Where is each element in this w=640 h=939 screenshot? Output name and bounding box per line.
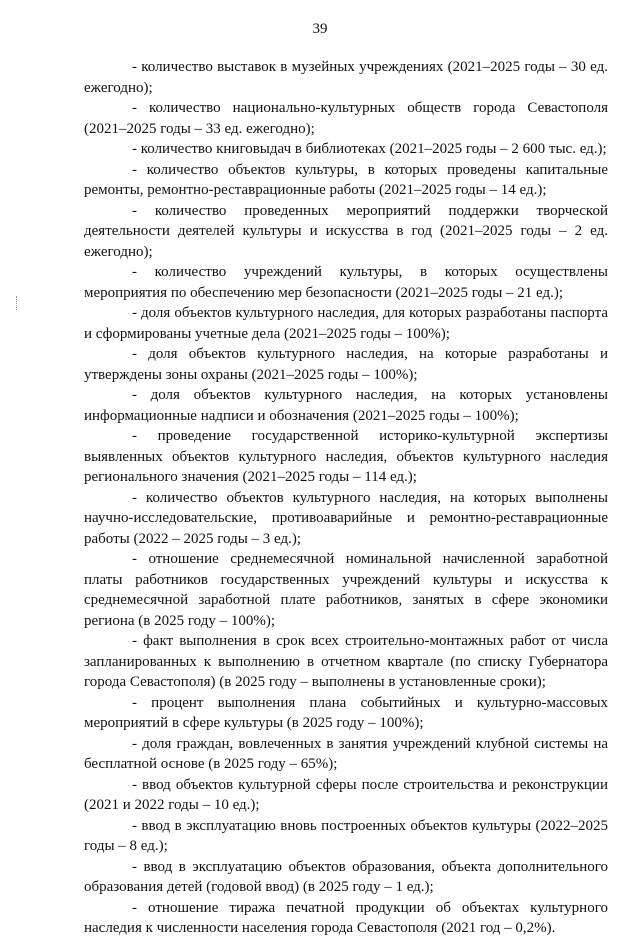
list-item: - количество выставок в музейных учреждениях (2021–2025 годы – 30 ед. ежегодно); bbox=[84, 59, 608, 96]
list-item: - факт выполнения в срок всех строительно-монтажных работ от числа запланированных к выполнению в отчетном квартале (по списку Губернатора города Севастополя) (в 2025 году – выполнены в установленные сроки); bbox=[84, 633, 608, 690]
list-item: - доля объектов культурного наследия, для которых разработаны паспорта и сформированы учетные дела (2021–2025 годы – 100%); bbox=[84, 305, 608, 342]
list-item: - доля граждан, вовлеченных в занятия учреждений клубной системы на бесплатной основе (в 2025 году – 65%); bbox=[84, 735, 608, 772]
list-item: - количество книговыдач в библиотеках (2021–2025 годы – 2 600 тыс. ед.); bbox=[132, 141, 607, 157]
list-item: - отношение среднемесячной номинальной начисленной заработной платы работников государственных учреждений культуры и искусства к среднемесячной заработной плате работников, занятых в сфере экономики региона (в 2025 году – 100%); bbox=[84, 551, 608, 629]
list-item: - ввод в эксплуатацию объектов образования, объекта дополнительного образования детей (годовой ввод) (в 2025 году – 1 ед.); bbox=[84, 858, 608, 895]
document-body bbox=[84, 57, 608, 939]
list-item: - доля объектов культурного наследия, на которые разработаны и утверждены зоны охраны (2021–2025 годы – 100%); bbox=[84, 346, 608, 383]
list-item: - количество проведенных мероприятий поддержки творческой деятельности деятелей культуры и искусства в год (2021–2025 годы – 2 ед. ежегодно); bbox=[84, 202, 608, 260]
list-item: - проведение государственной историко-культурной экспертизы выявленных объектов культурного наследия, объектов культурного наследия регионального значения (2021–2025 годы – 114 ед.); bbox=[84, 428, 608, 485]
list-item: - отношение тиража печатной продукции об объектах культурного наследия к численности населения города Севастополя (2021 год – 0,2%). bbox=[84, 899, 608, 936]
list-item: - количество объектов культурного наследия, на которых выполнены научно-исследовательские, противоаварийные и ремонтно-реставрационные работы (2022 – 2025 годы – 3 ед.); bbox=[84, 489, 608, 547]
list-item: - доля объектов культурного наследия, на которых установлены информационные надписи и обозначения (2021–2025 годы – 100%); bbox=[84, 387, 608, 424]
page-number: 39 bbox=[312, 21, 328, 37]
list-item: - количество учреждений культуры, в которых осуществлены мероприятия по обеспечению мер безопасности (2021–2025 годы – 21 ед.); bbox=[84, 264, 608, 301]
list-item: - ввод объектов культурной сферы после строительства и реконструкции (2021 и 2022 годы – 10 ед.); bbox=[84, 776, 608, 813]
list-item: - количество национально-культурных обществ города Севастополя (2021–2025 годы – 33 ед. ежегодно); bbox=[84, 100, 608, 137]
list-item: - ввод в эксплуатацию вновь построенных объектов культуры (2022–2025 годы – 8 ед.); bbox=[84, 817, 608, 854]
list-item: - процент выполнения плана событийных и культурно-массовых мероприятий в сфере культуры (в 2025 году – 100%); bbox=[84, 694, 608, 731]
list-item: - количество объектов культуры, в которых проведены капитальные ремонты, ремонтно-реставрационные работы (2021–2025 годы – 14 ед.); bbox=[84, 161, 608, 198]
scan-margin-mark bbox=[16, 296, 18, 310]
